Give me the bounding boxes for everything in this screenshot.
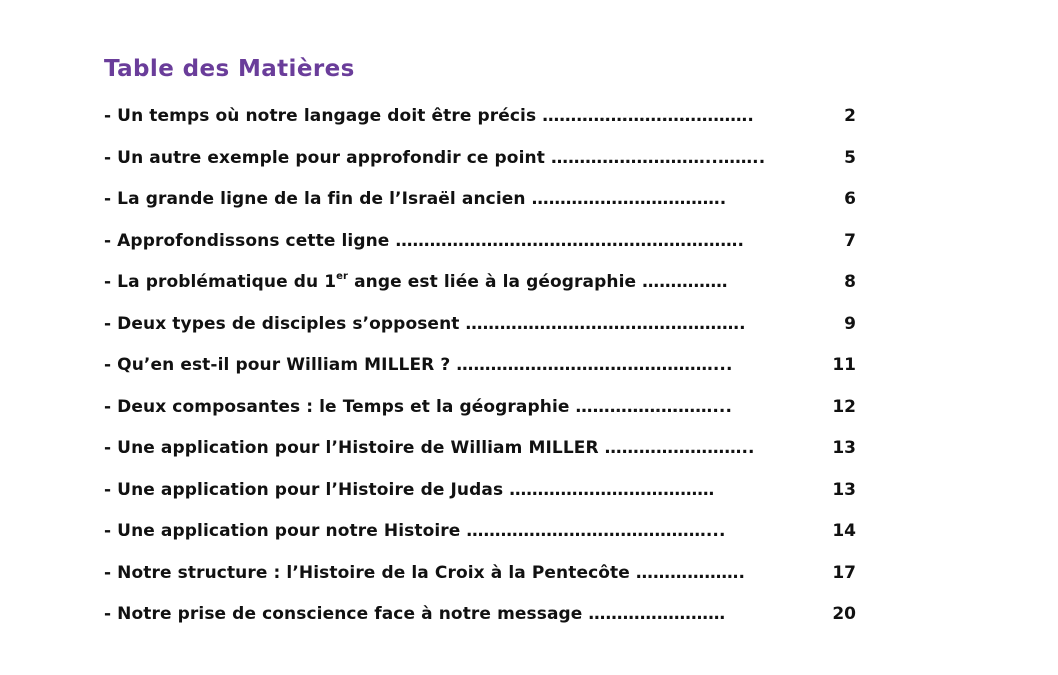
toc-entry-page: 13 [832,479,856,500]
toc-entry-page: 11 [832,355,856,375]
toc-entry-text: - Une application pour notre Histoire ……………………………………... [104,521,726,541]
toc-entry-page: 5 [844,147,856,168]
toc-entry-text: - Un autre exemple pour approfondir ce point ………………………..…….. [104,147,766,168]
toc-entry-text: - Notre prise de conscience face à notre message …………………… [104,604,726,624]
toc-entry-text-after: ange est liée à la géographie …………… [348,272,728,292]
toc-entry [104,436,864,478]
toc-entry-page: 20 [832,604,856,624]
toc-entry [104,270,864,312]
toc-entry [104,478,864,520]
toc-entry [104,312,864,354]
toc-entry [104,353,864,395]
toc-entry-text: - Une application pour l’Histoire de Judas ……………………………… [104,479,715,500]
toc-entry-page: 8 [844,272,856,292]
toc-entry-text-before: - La problématique du 1 [104,272,337,292]
toc-entry-text: - La grande ligne de la fin de l’Israël ancien ……………………………. [104,189,727,209]
toc-entry [104,104,864,146]
toc-entry-page: 12 [832,396,856,417]
toc-entry-page: 14 [832,521,856,541]
toc-entry-text: - Qu’en est-il pour William MILLER ? ………………………………………... [104,355,733,375]
toc-entry [104,395,864,437]
toc-entry-page: 17 [832,562,856,583]
toc-entry-text: - Notre structure : l’Histoire de la Croix à la Pentecôte ………………. [104,562,746,583]
toc-entry-text [104,270,728,294]
toc-entry [104,187,864,229]
toc-title: Table des Matières [104,56,355,82]
toc-entry-page: 2 [844,106,856,126]
toc-entry-text: - Un temps où notre langage doit être précis ………………………………. [104,106,754,126]
toc-entry-text: - Deux composantes : le Temps et la géographie ……………………... [104,396,733,417]
toc-entry-page: 13 [832,438,856,458]
toc-entry [104,602,864,644]
toc-entry-text: - Une application pour l’Histoire de William MILLER …………………….. [104,438,755,458]
toc-entry-page: 7 [844,230,856,251]
toc-entry [104,229,864,271]
ordinal-superscript: er [336,271,349,283]
toc-entry [104,146,864,188]
toc-list [104,104,864,644]
toc-entry-text: - Approfondissons cette ligne ……………………………………………………. [104,230,745,251]
toc-entry-page: 9 [844,313,856,334]
toc-entry [104,519,864,561]
toc-entry-text: - Deux types de disciples s’opposent …………………………………………. [104,313,746,334]
toc-entry [104,561,864,603]
toc-entry-page: 6 [844,189,856,209]
